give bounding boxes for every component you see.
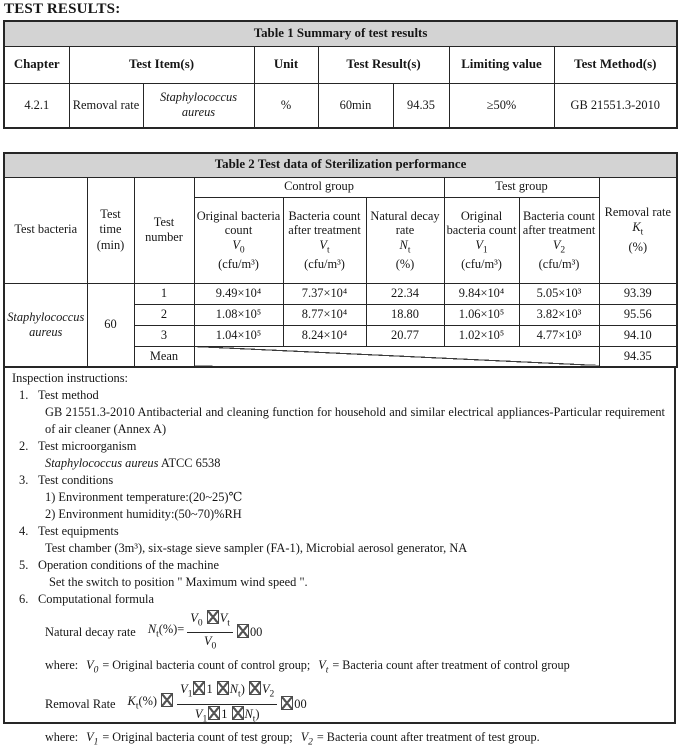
item1-body: GB 21551.3-2010 Antibacterial and cleaning function for household and similar electrical appliances-Particular requirement of air cleaner (Annex A) (45, 405, 665, 436)
table2-cell-mean-kt: 94.35 (599, 346, 677, 367)
table2-cell-v0-2: 1.08×10⁵ (194, 304, 283, 325)
table2-header-control-group: Control group (194, 177, 444, 197)
instruction-item-5 (12, 557, 665, 574)
item-title: Test conditions (38, 473, 114, 487)
table2-header-nt: Natural decay rate $N_t$ (%) (366, 197, 444, 283)
item2-body (45, 455, 665, 472)
table2-cell-v2-3: 4.77×10³ (519, 325, 599, 346)
item3-line1: 1) Environment temperature:(20~25)℃ (45, 490, 243, 504)
item-number: 2. (19, 439, 29, 453)
table2-header-v2: Bacteria count after treatment $V_2$ (cfu/m³) (519, 197, 599, 283)
item-number: 3. (19, 473, 29, 487)
table2-cell-v1-2: 1.06×10⁵ (444, 304, 519, 325)
table2-header-v1: Original bacteria count $V_1$ (cfu/m³) (444, 197, 519, 283)
formula-label: Natural decay rate (45, 624, 136, 639)
table2-cell-vt-3: 8.24×10⁴ (283, 325, 366, 346)
missing-glyph-icon (208, 706, 220, 720)
missing-glyph-icon (232, 706, 244, 720)
table2-header-test-time: Test time (min) (87, 177, 134, 283)
inspection-instructions (3, 368, 676, 748)
item-number: 5. (19, 558, 29, 572)
table2-cell-number-2: 2 (134, 304, 194, 325)
formula-lhs: $K_t(\%)$ (128, 693, 175, 715)
fraction-denominator: $V_1$ 1 $N_t$) (194, 706, 260, 725)
missing-glyph-icon (217, 681, 229, 695)
item-title: Computational formula (38, 592, 154, 606)
table2-cell-vt-1: 7.37×10⁴ (283, 283, 366, 304)
fraction (177, 681, 277, 727)
table2-cell-kt-2: 95.56 (599, 304, 677, 325)
item-number: 6. (19, 592, 29, 606)
table1-header-test-results: Test Result(s) (318, 46, 449, 83)
table1-header-test-methods: Test Method(s) (554, 46, 677, 83)
where-clause-test-group: where: $V_1$ = Original bacteria count of test group; $V_2$ = Bacteria count after treatment of test group. (45, 730, 540, 748)
table2-cell-v1-3: 1.02×10⁵ (444, 325, 519, 346)
table1-cell-organism: Staphylococcus aureus (143, 83, 254, 128)
instruction-item-6 (12, 591, 665, 608)
table2-cell-nt-1: 22.34 (366, 283, 444, 304)
instruction-item-2 (12, 438, 665, 455)
instructions-heading: Inspection instructions: (12, 371, 128, 385)
table1-header-unit: Unit (254, 46, 318, 83)
table2-header-test-bacteria: Test bacteria (4, 177, 87, 283)
table2-header-removal-rate (599, 177, 677, 283)
table2-cell-v0-3: 1.04×10⁵ (194, 325, 283, 346)
item-title: Test microorganism (38, 439, 137, 453)
missing-glyph-icon (193, 681, 205, 695)
table2-cell-bacteria: Staphylococcus aureus (4, 283, 87, 367)
table1-header-test-items: Test Item(s) (69, 46, 254, 83)
formula-tail: 00 (280, 696, 306, 713)
table2-cell-mean-label: Mean (134, 346, 194, 367)
where-clause-control-group: where: $V_0$ = Original bacteria count of control group; $V_t$ = Bacteria count after treatment of control group (45, 657, 570, 676)
table2-cell-number-1: 1 (134, 283, 194, 304)
organism-name: Staphylococcus aureus (45, 456, 159, 470)
table2-cell-time: 60 (87, 283, 134, 367)
missing-glyph-icon (281, 696, 293, 710)
item5-body: Set the switch to position " Maximum wind speed ". (49, 575, 308, 589)
table2-cell-v2-2: 3.82×10³ (519, 304, 599, 325)
table2-cell-kt-3: 94.10 (599, 325, 677, 346)
mean-diagonal-cell (194, 346, 599, 367)
fraction-numerator: $V_0$ $V_t$ (187, 610, 233, 633)
table2-cell-vt-2: 8.77×10⁴ (283, 304, 366, 325)
item-title: Operation conditions of the machine (38, 558, 219, 572)
table2-cell-nt-3: 20.77 (366, 325, 444, 346)
table1-header-chapter: Chapter (4, 46, 69, 83)
removal-rate-label: Removal rate (604, 205, 671, 220)
table2-header-v0: Original bacteria count $V_0$ (cfu/m³) (194, 197, 283, 283)
table1-cell-test-item: Removal rate (69, 83, 143, 128)
instruction-item-4 (12, 523, 665, 540)
instruction-item-3 (12, 472, 665, 489)
formula-natural-decay-rate (45, 610, 665, 655)
fraction-denominator: $V_0$ (203, 634, 217, 652)
table1-title: Table 1 Summary of test results (4, 21, 677, 46)
missing-glyph-icon (207, 610, 219, 624)
table2-cell-kt-1: 93.39 (599, 283, 677, 304)
removal-rate-symbol: $K_t$ (632, 220, 644, 238)
table1-cell-test-method: GB 21551.3-2010 (554, 83, 677, 128)
table1-header-limiting-value: Limiting value (449, 46, 554, 83)
item-title: Test equipments (38, 524, 119, 538)
table1-cell-limiting-value: ≥50% (449, 83, 554, 128)
table2-sterilization-data (3, 152, 678, 368)
fraction-numerator: $V_1$ 1 $N_t$) $V_2$ (177, 681, 277, 704)
item-number: 4. (19, 524, 29, 538)
table2-header-vt: Bacteria count after treatment $V_t$ (cfu/m³) (283, 197, 366, 283)
table1-cell-unit: % (254, 83, 318, 128)
table2-header-test-number: Test number (134, 177, 194, 283)
item3-line2: 2) Environment humidity:(50~70)%RH (45, 507, 242, 521)
instruction-item-1 (12, 387, 665, 404)
page-title: TEST RESULTS: (4, 1, 121, 17)
table2-cell-number-3: 3 (134, 325, 194, 346)
removal-rate-unit: (%) (628, 239, 648, 254)
formula-removal-rate (45, 681, 665, 727)
table2-title: Table 2 Test data of Sterilization performance (4, 153, 677, 177)
item-number: 1. (19, 388, 29, 402)
formula-label: Removal Rate (45, 696, 116, 711)
strain-id: ATCC 6538 (158, 456, 221, 470)
missing-glyph-icon (249, 681, 261, 695)
item-title: Test method (38, 388, 99, 402)
missing-glyph-icon (237, 624, 249, 638)
table1-summary (3, 20, 678, 129)
table1-cell-test-result: 94.35 (393, 83, 449, 128)
missing-glyph-icon (161, 693, 173, 707)
item4-body: Test chamber (3m³), six-stage sieve sampler (FA-1), Microbial aerosol generator, NA (45, 541, 468, 555)
fraction (187, 610, 233, 655)
table1-cell-chapter: 4.2.1 (4, 83, 69, 128)
table1-cell-test-time: 60min (318, 83, 393, 128)
table2-cell-v2-1: 5.05×10³ (519, 283, 599, 304)
table2-cell-v0-1: 9.49×10⁴ (194, 283, 283, 304)
table2-cell-nt-2: 18.80 (366, 304, 444, 325)
formula-lhs: $N_t(\%)=$ (147, 622, 185, 640)
table2-cell-v1-1: 9.84×10⁴ (444, 283, 519, 304)
formula-tail: 00 (236, 624, 262, 641)
table2-header-test-group: Test group (444, 177, 599, 197)
